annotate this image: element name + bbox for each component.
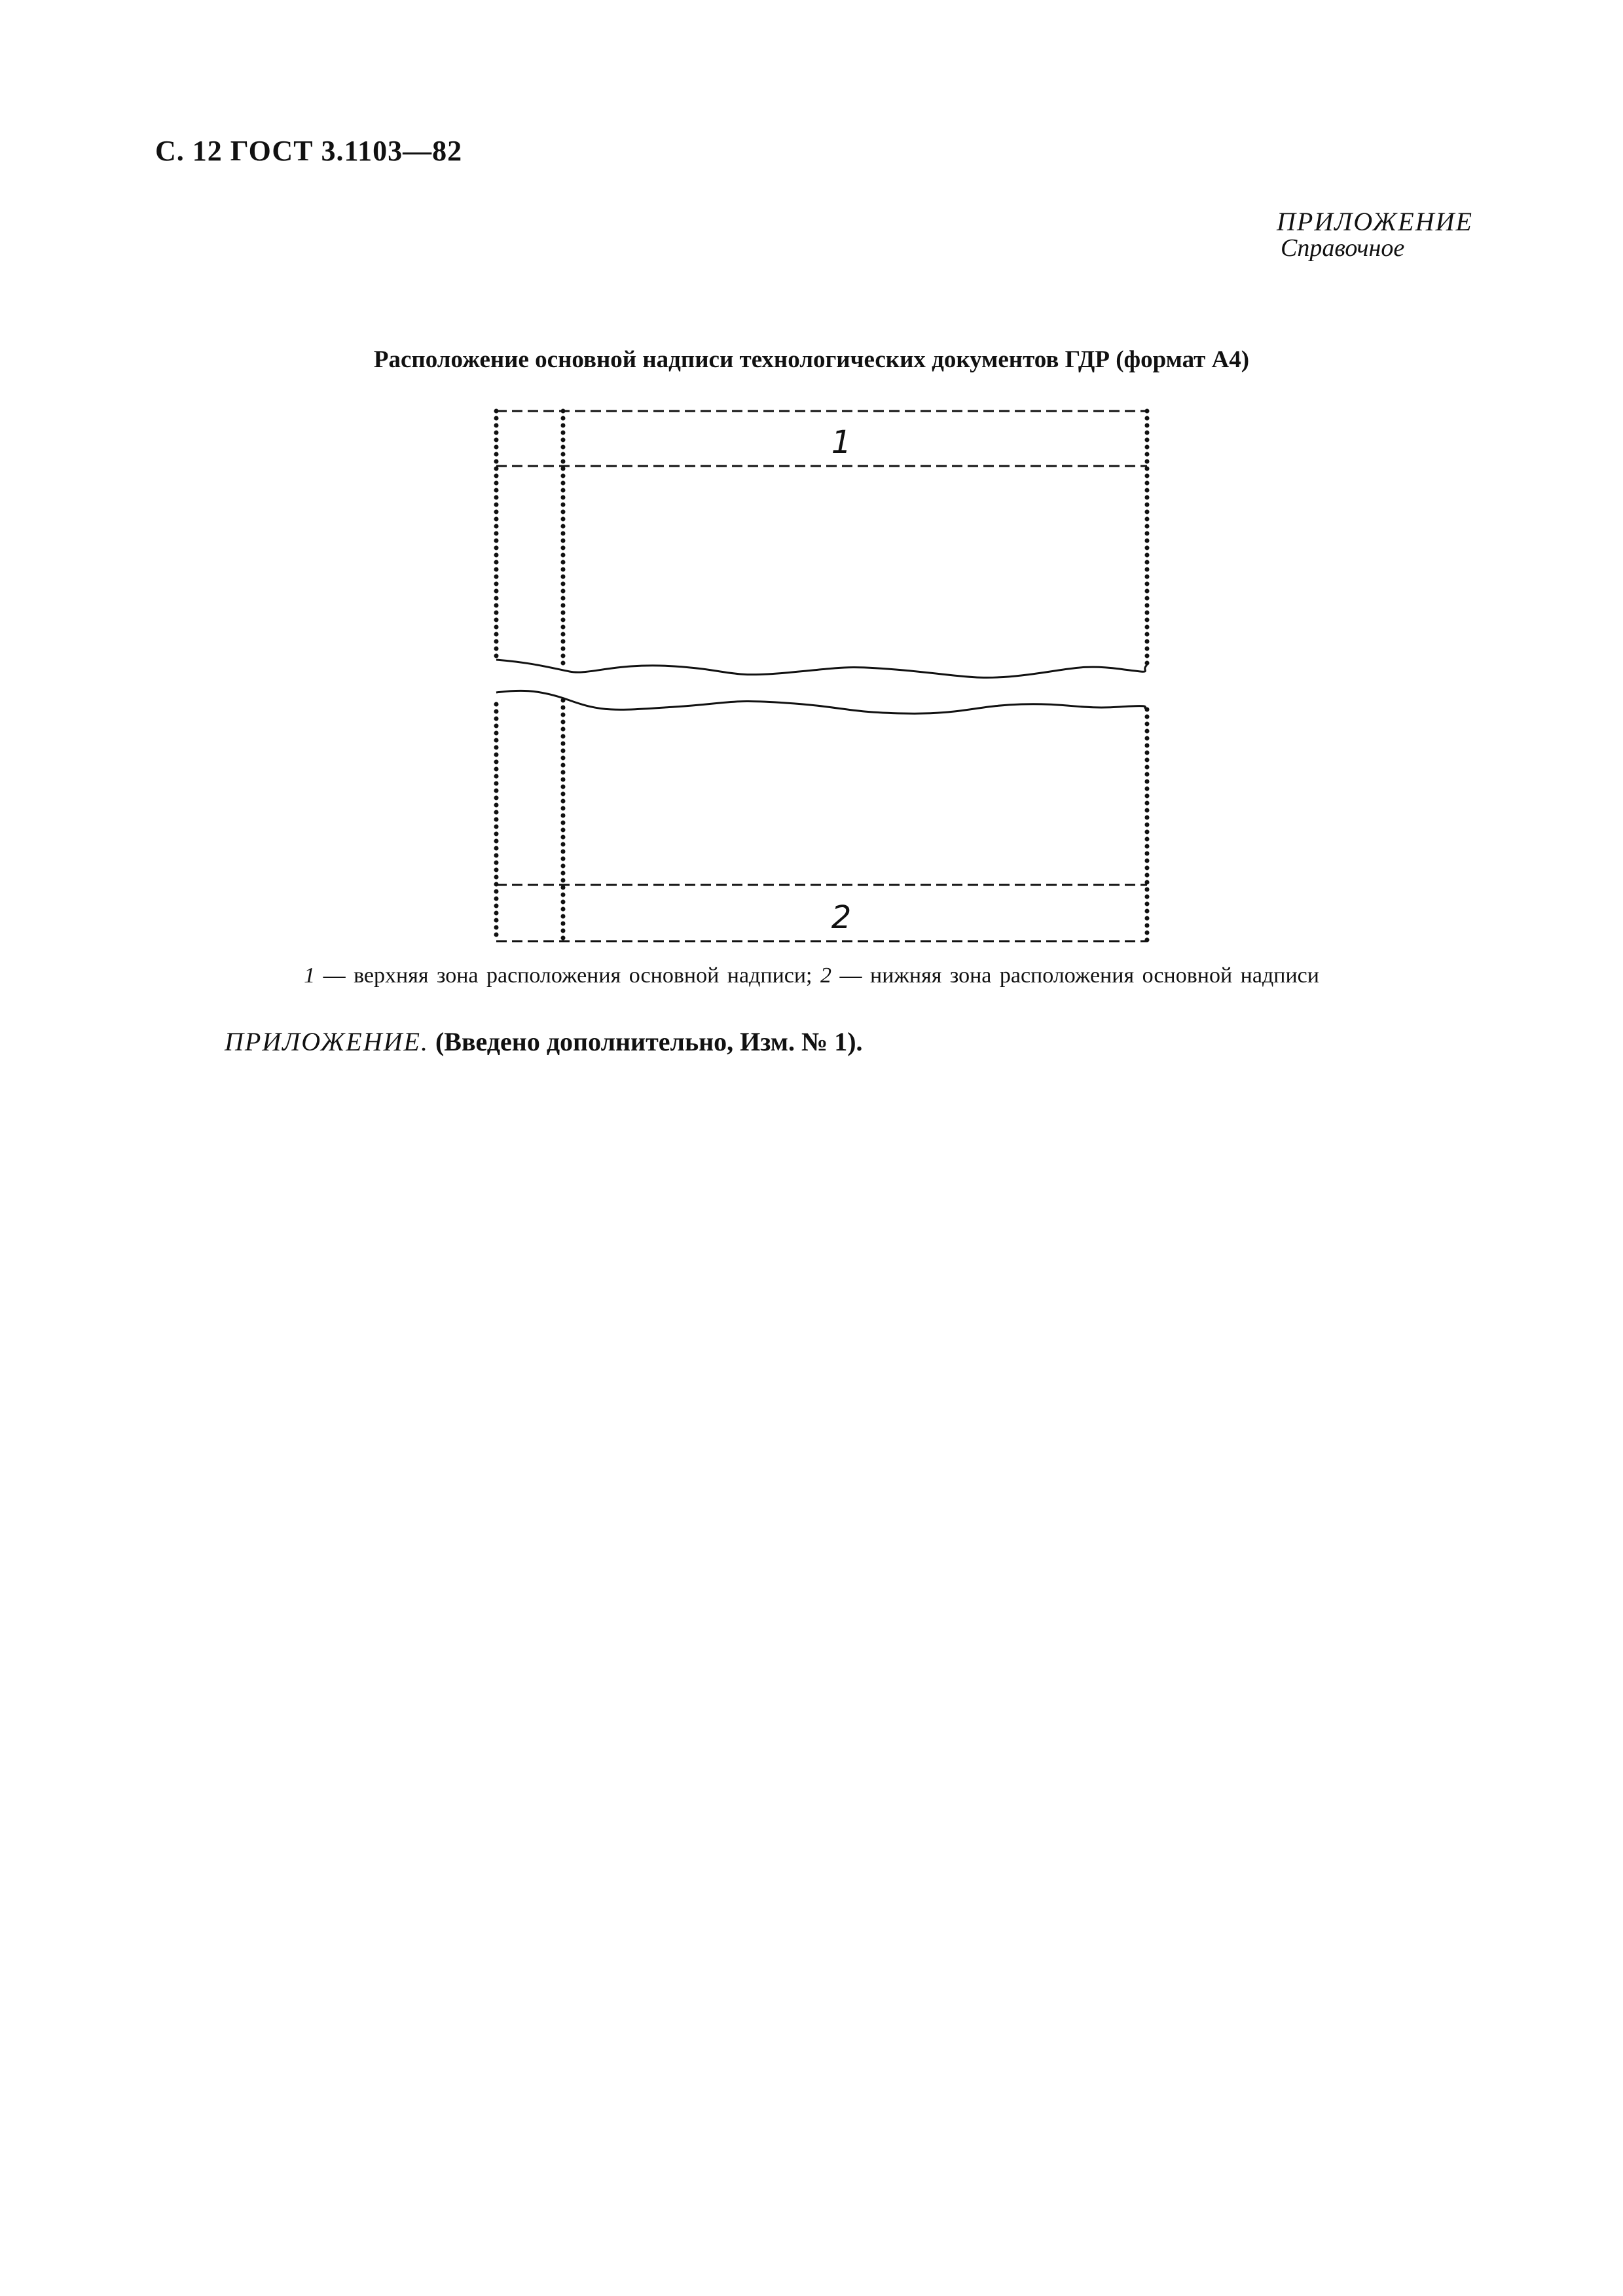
appendix-heading [1277,208,1473,262]
page-header: С. 12 ГОСТ 3.1103—82 [155,135,463,167]
caption-text-2: — нижняя зона расположения основной надписи [831,963,1319,988]
appendix-label: ПРИЛОЖЕНИЕ [1277,207,1473,236]
caption-num-2: 2 [820,963,831,988]
zone-top-number: 1 [831,424,852,461]
lower-break-line [496,691,1147,713]
amendment-note [225,1026,863,1057]
appendix-subtitle: Справочное [1281,234,1405,262]
zone-bottom-number: 2 [831,899,852,936]
upper-break-line [496,660,1147,677]
title-block-layout-diagram [478,393,1165,949]
figure-title: Расположение основной надписи технологических документов ГДР (формат А4) [373,346,1250,373]
caption-text-1: — верхняя зона расположения основной надписи; [315,963,820,988]
figure-caption [0,963,1623,988]
caption-num-1: 1 [304,963,316,988]
amendment-text: (Введено дополнительно, Изм. № 1). [428,1027,863,1056]
amendment-label: ПРИЛОЖЕНИЕ. [225,1027,429,1056]
